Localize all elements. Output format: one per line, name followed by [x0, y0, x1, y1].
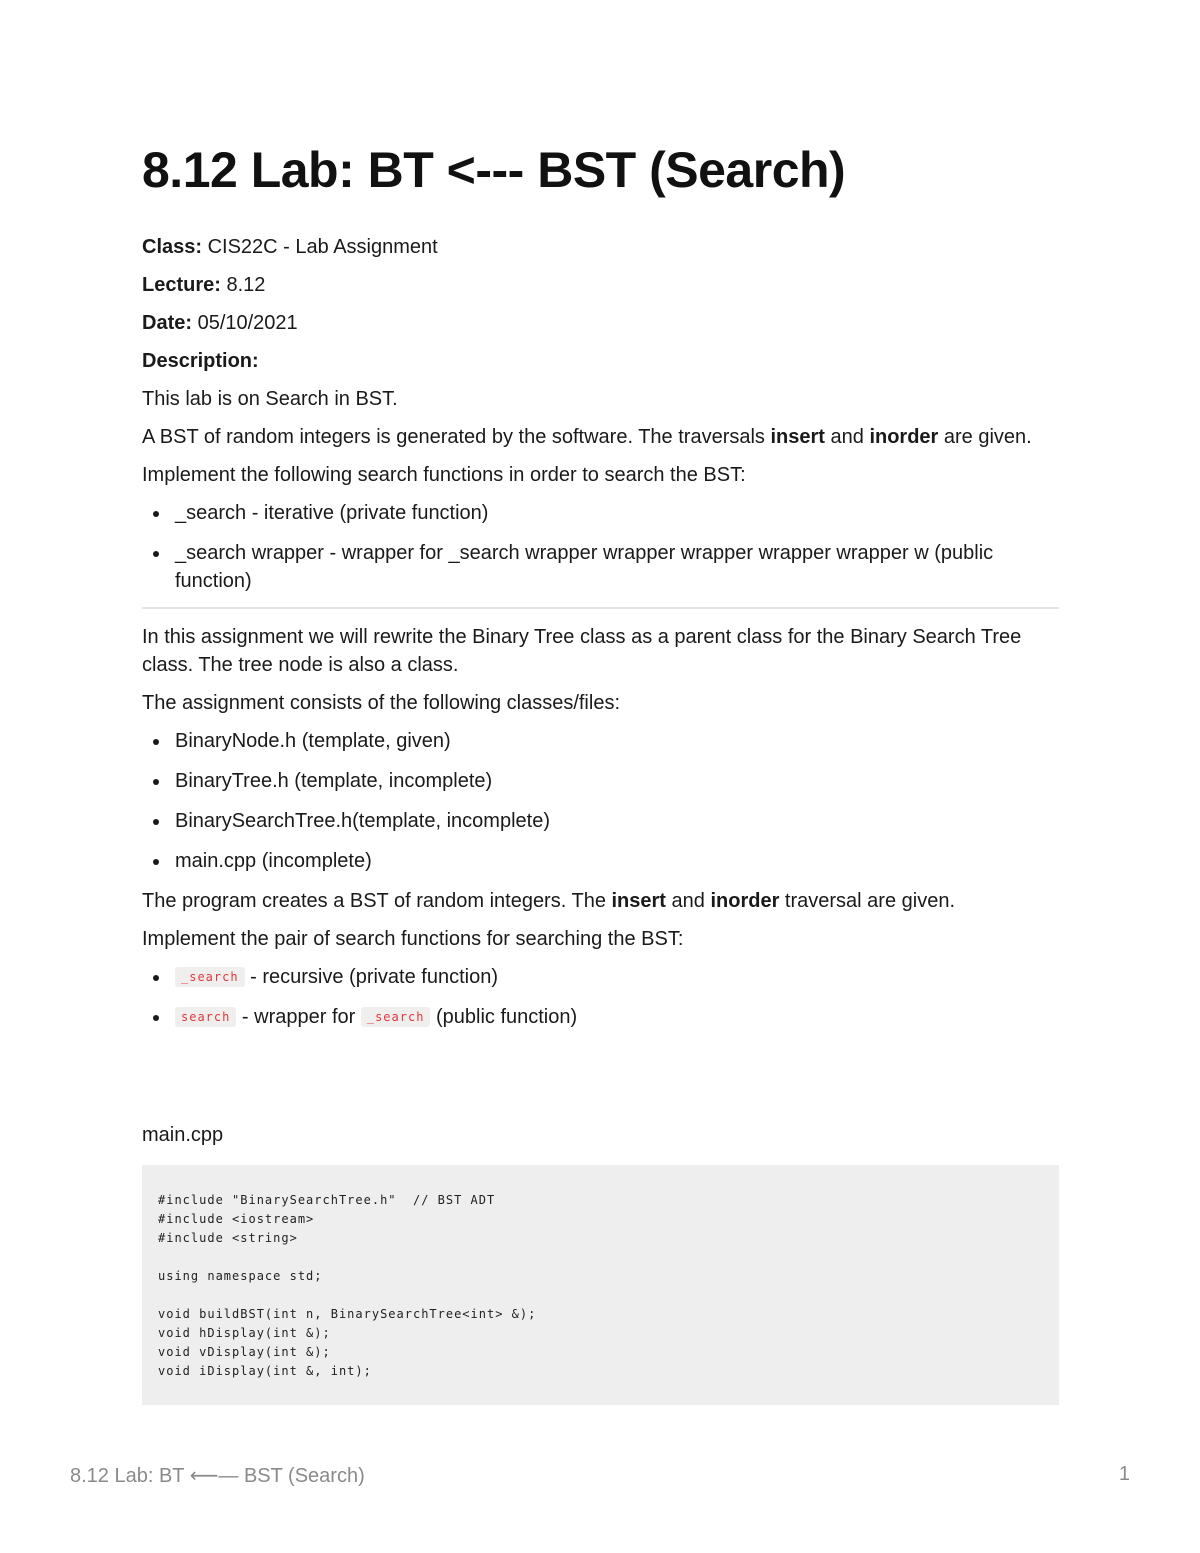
date-label: Date:: [142, 312, 193, 334]
function-description: - wrapper for: [236, 1006, 361, 1028]
section-paragraph-1: In this assignment we will rewrite the Binary Tree class as a parent class for the Binary Search Tree class. The tree node is also a class.: [142, 626, 1022, 676]
inline-code: _search: [175, 967, 245, 987]
intro-paragraph-1: This lab is on Search in BST.: [142, 388, 398, 410]
section-paragraph-4: Implement the pair of search functions for searching the BST:: [142, 928, 684, 950]
intro-text: and: [824, 426, 870, 448]
list-item: [142, 963, 1059, 991]
section-paragraph-2: The assignment consists of the following classes/files:: [142, 692, 620, 714]
date-value: 05/10/2021: [197, 312, 298, 334]
class-line: [142, 233, 1059, 271]
section-text: and: [665, 890, 711, 912]
lecture-line: [142, 271, 1059, 309]
function-description: (public function): [430, 1006, 578, 1028]
insert-keyword: insert: [611, 890, 666, 912]
footer-title: 8.12 Lab: BT ⟵— BST (Search): [70, 1465, 365, 1487]
page-number: 1: [1118, 1463, 1130, 1485]
list-item: main.cpp (incomplete): [142, 847, 1059, 875]
list-item: _search wrapper - wrapper for _search wrapper wrapper wrapper wrapper wrapper w (public function): [142, 539, 1059, 595]
lecture-value: 8.12: [226, 274, 266, 296]
list-item: BinaryNode.h (template, given): [142, 727, 1059, 755]
divider: [142, 607, 1059, 609]
list-item: BinaryTree.h (template, incomplete): [142, 767, 1059, 795]
lecture-label: Lecture:: [142, 274, 221, 296]
description-label: Description:: [142, 350, 259, 372]
section-text: traversal are given.: [779, 890, 955, 912]
intro-paragraph-3: Implement the following search functions in order to search the BST:: [142, 464, 746, 486]
date-line: [142, 309, 1059, 347]
file-list: [142, 727, 1059, 875]
metadata: [142, 233, 1059, 385]
inorder-keyword: inorder: [710, 890, 780, 912]
list-item: [142, 1003, 1059, 1031]
code-block: #include "BinarySearchTree.h" // BST ADT #include <iostream> #include <string> using namespace std; void buildBST(int n, BinarySearchTree<int> &); void hDisplay(int &); void vDisplay(int &); void iDisplay(int &, int);: [142, 1165, 1059, 1405]
function-description: - recursive (private function): [244, 966, 498, 988]
class-label: Class:: [142, 236, 203, 258]
intro-text: A BST of random integers is generated by the software. The traversals: [142, 426, 771, 448]
inline-code: _search: [361, 1007, 431, 1027]
intro-paragraph-2: [142, 423, 1059, 461]
section-paragraph-3: [142, 887, 1059, 925]
intro-text: are given.: [938, 426, 1032, 448]
code-file-label: main.cpp: [142, 1124, 224, 1146]
list-item: _search - iterative (private function): [142, 499, 1059, 527]
class-value: CIS22C - Lab Assignment: [207, 236, 438, 258]
document-page: [142, 140, 1059, 1405]
inorder-keyword: inorder: [869, 426, 939, 448]
insert-keyword: insert: [770, 426, 825, 448]
description-line: [142, 347, 1059, 385]
inline-code: search: [175, 1007, 236, 1027]
list-item: BinarySearchTree.h(template, incomplete): [142, 807, 1059, 835]
intro-bullet-list: [142, 499, 1059, 595]
page-title: 8.12 Lab: BT <--- BST (Search): [142, 142, 846, 198]
function-list: [142, 963, 1059, 1031]
section-text: The program creates a BST of random integers. The: [142, 890, 612, 912]
